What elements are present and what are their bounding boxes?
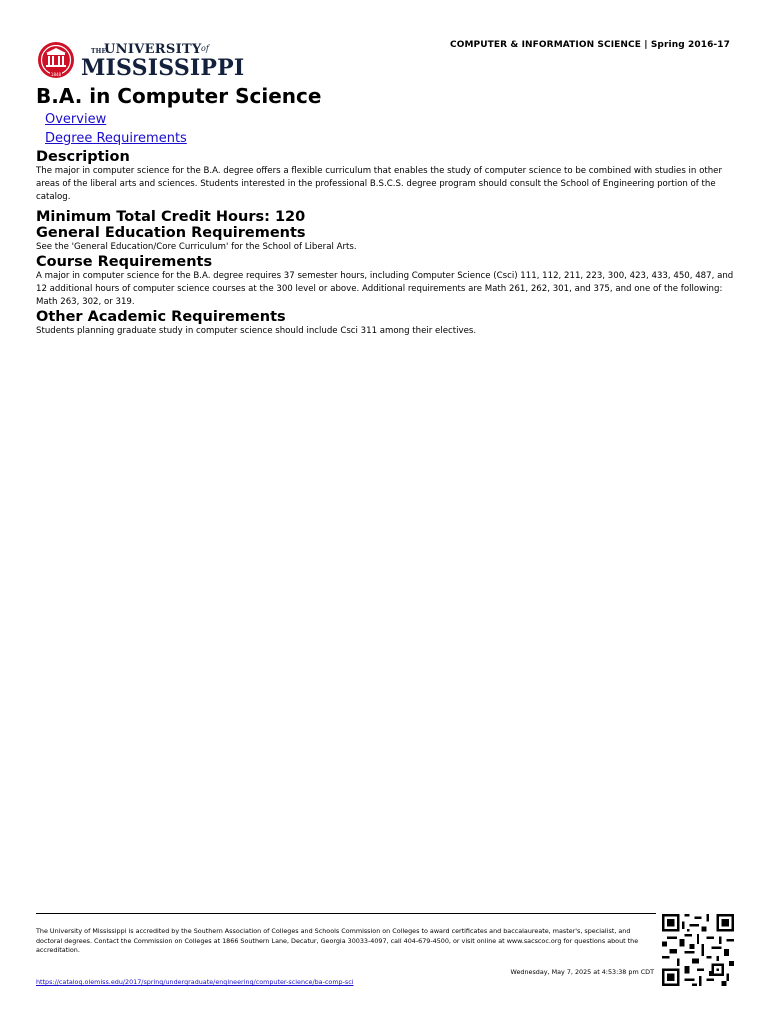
other-requirements-section: [36, 309, 736, 338]
catalog-url-link[interactable]: https://catalog.olemiss.edu/2017/spring/undergraduate/engineering/computer-science/ba-comp-sci: [36, 978, 354, 986]
table-of-contents: [45, 110, 187, 148]
page-footer: [36, 913, 656, 986]
credit-hours-heading: Minimum Total Credit Hours: 120: [36, 209, 306, 225]
university-logo[interactable]: [36, 38, 245, 86]
catalog-header-label: COMPUTER & INFORMATION SCIENCE | Spring 2016-17: [450, 40, 730, 50]
general-education-section: [36, 225, 736, 254]
logo-of: of: [201, 44, 209, 53]
general-education-body: See the 'General Education/Core Curriculum' for the School of Liberal Arts.: [36, 242, 357, 252]
general-education-heading: General Education Requirements: [36, 225, 306, 241]
university-seal-icon: [36, 38, 76, 86]
seal-year: 1848: [50, 72, 62, 78]
print-timestamp: Wednesday, May 7, 2025 at 4:53:38 pm CDT: [510, 968, 654, 976]
course-requirements-heading: Course Requirements: [36, 254, 213, 270]
course-requirements-section: [36, 254, 736, 309]
accreditation-note: The University of Mississippi is accredited by the Southern Association of Colleges and Schools Commission on Colleges to award certificates and baccalaureate, master's, specialist, and doctoral degrees. Contact the Commission on Colleges at 1866 Southern Lane, Decatur, Georgia 30033-4097, call 404-679-4500, or visit online at www.sacscoc.org for questions about the accreditation.: [36, 927, 639, 954]
description-heading: Description: [36, 149, 130, 165]
course-requirements-body: A major in computer science for the B.A. degree requires 37 semester hours, including Computer Science (Csci) 111, 112, 211, 223, 300, 423, 433, 450, 487, and 12 additional hours of computer science courses at the 300 level or above. Additional requirements are Math 261, 262, 301, and 375, and one of the following: Math 263, 302, or 319.: [36, 271, 734, 307]
page-title: B.A. in Computer Science: [36, 84, 322, 108]
credit-hours-section: [36, 209, 736, 225]
description-section: [36, 149, 736, 204]
catalog-content: [36, 148, 736, 338]
logo-the: THE: [91, 48, 107, 55]
qr-code-icon: [662, 914, 734, 986]
logo-university: UNIVERSITY: [104, 42, 202, 57]
other-requirements-body: Students planning graduate study in computer science should include Csci 311 among their electives.: [36, 326, 477, 336]
logo-mississippi: MISSISSIPPI: [81, 55, 245, 81]
toc-link-degree-requirements[interactable]: Degree Requirements: [45, 131, 187, 146]
description-body: The major in computer science for the B.A. degree offers a flexible curriculum that enables the study of computer science to be combined with studies in other areas of the liberal arts and sciences. Students interested in the professional B.S.C.S. degree program should consult the School of Engineering portion of the catalog.: [36, 166, 722, 202]
toc-link-overview[interactable]: Overview: [45, 112, 107, 127]
other-requirements-heading: Other Academic Requirements: [36, 309, 286, 325]
